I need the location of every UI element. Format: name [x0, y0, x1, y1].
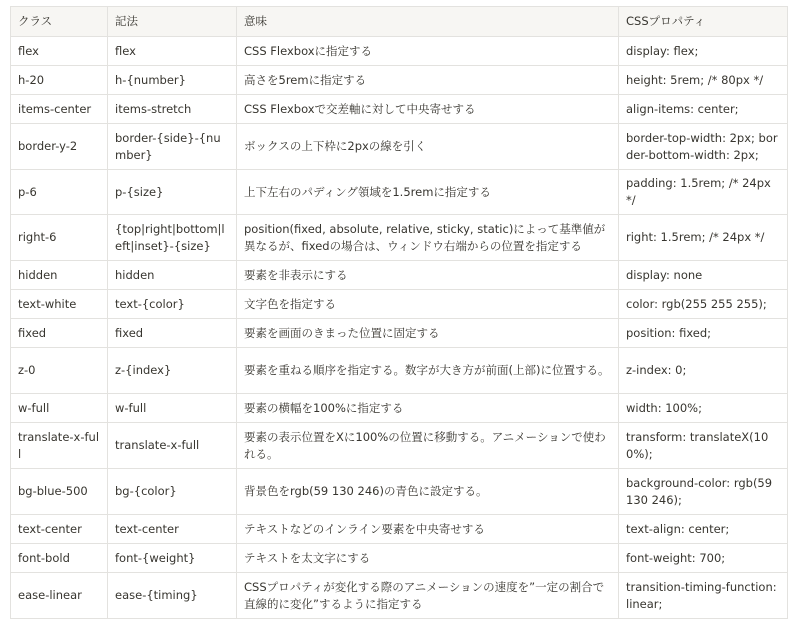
cell-meaning: position(fixed, absolute, relative, sticky, static)によって基準値が異なるが、fixedの場合は、ウィンドウ右端からの位置を指定する	[237, 215, 619, 261]
table-row	[11, 423, 788, 469]
cell-meaning: テキストを太文字にする	[237, 544, 619, 573]
cell-class: flex	[11, 37, 108, 66]
cell-css-property: text-align: center;	[619, 515, 788, 544]
table-row	[11, 95, 788, 124]
header-meaning: 意味	[237, 7, 619, 37]
cell-css-property: font-weight: 700;	[619, 544, 788, 573]
cell-css-property: padding: 1.5rem; /* 24px */	[619, 170, 788, 215]
cell-meaning: ボックスの上下枠に2pxの線を引く	[237, 124, 619, 170]
cell-meaning: テキストなどのインライン要素を中央寄せする	[237, 515, 619, 544]
cell-notation: flex	[108, 37, 237, 66]
table-row	[11, 348, 788, 394]
table-row	[11, 515, 788, 544]
table-row	[11, 37, 788, 66]
cell-css-property: width: 100%;	[619, 394, 788, 423]
cell-notation: border-{side}-{number}	[108, 124, 237, 170]
header-row	[11, 7, 788, 37]
cell-notation: ease-{timing}	[108, 573, 237, 619]
header-notation: 記法	[108, 7, 237, 37]
cell-notation: text-{color}	[108, 290, 237, 319]
cell-notation: w-full	[108, 394, 237, 423]
cell-css-property: align-items: center;	[619, 95, 788, 124]
table-row	[11, 319, 788, 348]
cell-notation: h-{number}	[108, 66, 237, 95]
cell-notation: hidden	[108, 261, 237, 290]
cell-class: ease-linear	[11, 573, 108, 619]
cell-css-property: height: 5rem; /* 80px */	[619, 66, 788, 95]
cell-meaning: 文字色を指定する	[237, 290, 619, 319]
table-header	[11, 7, 788, 37]
cell-meaning: 背景色をrgb(59 130 246)の青色に設定する。	[237, 469, 619, 515]
cell-meaning: 要素を画面のきまった位置に固定する	[237, 319, 619, 348]
table-row	[11, 394, 788, 423]
table-row	[11, 66, 788, 95]
cell-meaning: 要素を非表示にする	[237, 261, 619, 290]
table-body	[11, 37, 788, 619]
header-class: クラス	[11, 7, 108, 37]
cell-css-property: transition-timing-function: linear;	[619, 573, 788, 619]
cell-notation: z-{index}	[108, 348, 237, 394]
cell-css-property: display: flex;	[619, 37, 788, 66]
cell-class: fixed	[11, 319, 108, 348]
table-row	[11, 170, 788, 215]
cell-meaning: CSS Flexboxで交差軸に対して中央寄せする	[237, 95, 619, 124]
cell-class: font-bold	[11, 544, 108, 573]
cell-notation: items-stretch	[108, 95, 237, 124]
cell-notation: {top|right|bottom|left|inset}-{size}	[108, 215, 237, 261]
cell-notation: font-{weight}	[108, 544, 237, 573]
cell-css-property: position: fixed;	[619, 319, 788, 348]
cell-css-property: transform: translateX(100%);	[619, 423, 788, 469]
cell-class: bg-blue-500	[11, 469, 108, 515]
cell-css-property: z-index: 0;	[619, 348, 788, 394]
table-row	[11, 290, 788, 319]
cell-css-property: background-color: rgb(59 130 246);	[619, 469, 788, 515]
cell-class: items-center	[11, 95, 108, 124]
cell-css-property: color: rgb(255 255 255);	[619, 290, 788, 319]
cell-class: text-center	[11, 515, 108, 544]
cell-meaning: 要素の表示位置をXに100%の位置に移動する。アニメーションで使われる。	[237, 423, 619, 469]
cell-css-property: display: none	[619, 261, 788, 290]
header-css-property: CSSプロパティ	[619, 7, 788, 37]
table-row	[11, 469, 788, 515]
cell-meaning: 高さを5remに指定する	[237, 66, 619, 95]
table-row	[11, 573, 788, 619]
cell-meaning: CSS Flexboxに指定する	[237, 37, 619, 66]
cell-class: right-6	[11, 215, 108, 261]
document-body	[10, 6, 787, 619]
cell-meaning: 要素を重ねる順序を指定する。数字が大き方が前面(上部)に位置する。	[237, 348, 619, 394]
cell-notation: translate-x-full	[108, 423, 237, 469]
cell-class: w-full	[11, 394, 108, 423]
cell-meaning: 上下左右のパディング領域を1.5remに指定する	[237, 170, 619, 215]
cell-notation: bg-{color}	[108, 469, 237, 515]
cell-meaning: CSSプロパティが変化する際のアニメーションの速度を”一定の割合で直線的に変化”するように指定する	[237, 573, 619, 619]
table-row	[11, 261, 788, 290]
cell-class: translate-x-full	[11, 423, 108, 469]
cell-class: z-0	[11, 348, 108, 394]
cell-class: border-y-2	[11, 124, 108, 170]
table-row	[11, 215, 788, 261]
table-row	[11, 124, 788, 170]
cell-css-property: border-top-width: 2px; border-bottom-width: 2px;	[619, 124, 788, 170]
cell-notation: text-center	[108, 515, 237, 544]
table-row	[11, 544, 788, 573]
cell-class: hidden	[11, 261, 108, 290]
cell-css-property: right: 1.5rem; /* 24px */	[619, 215, 788, 261]
cell-class: p-6	[11, 170, 108, 215]
cell-meaning: 要素の横幅を100%に指定する	[237, 394, 619, 423]
cell-class: h-20	[11, 66, 108, 95]
cell-notation: p-{size}	[108, 170, 237, 215]
tailwind-class-table	[10, 6, 788, 619]
cell-class: text-white	[11, 290, 108, 319]
cell-notation: fixed	[108, 319, 237, 348]
